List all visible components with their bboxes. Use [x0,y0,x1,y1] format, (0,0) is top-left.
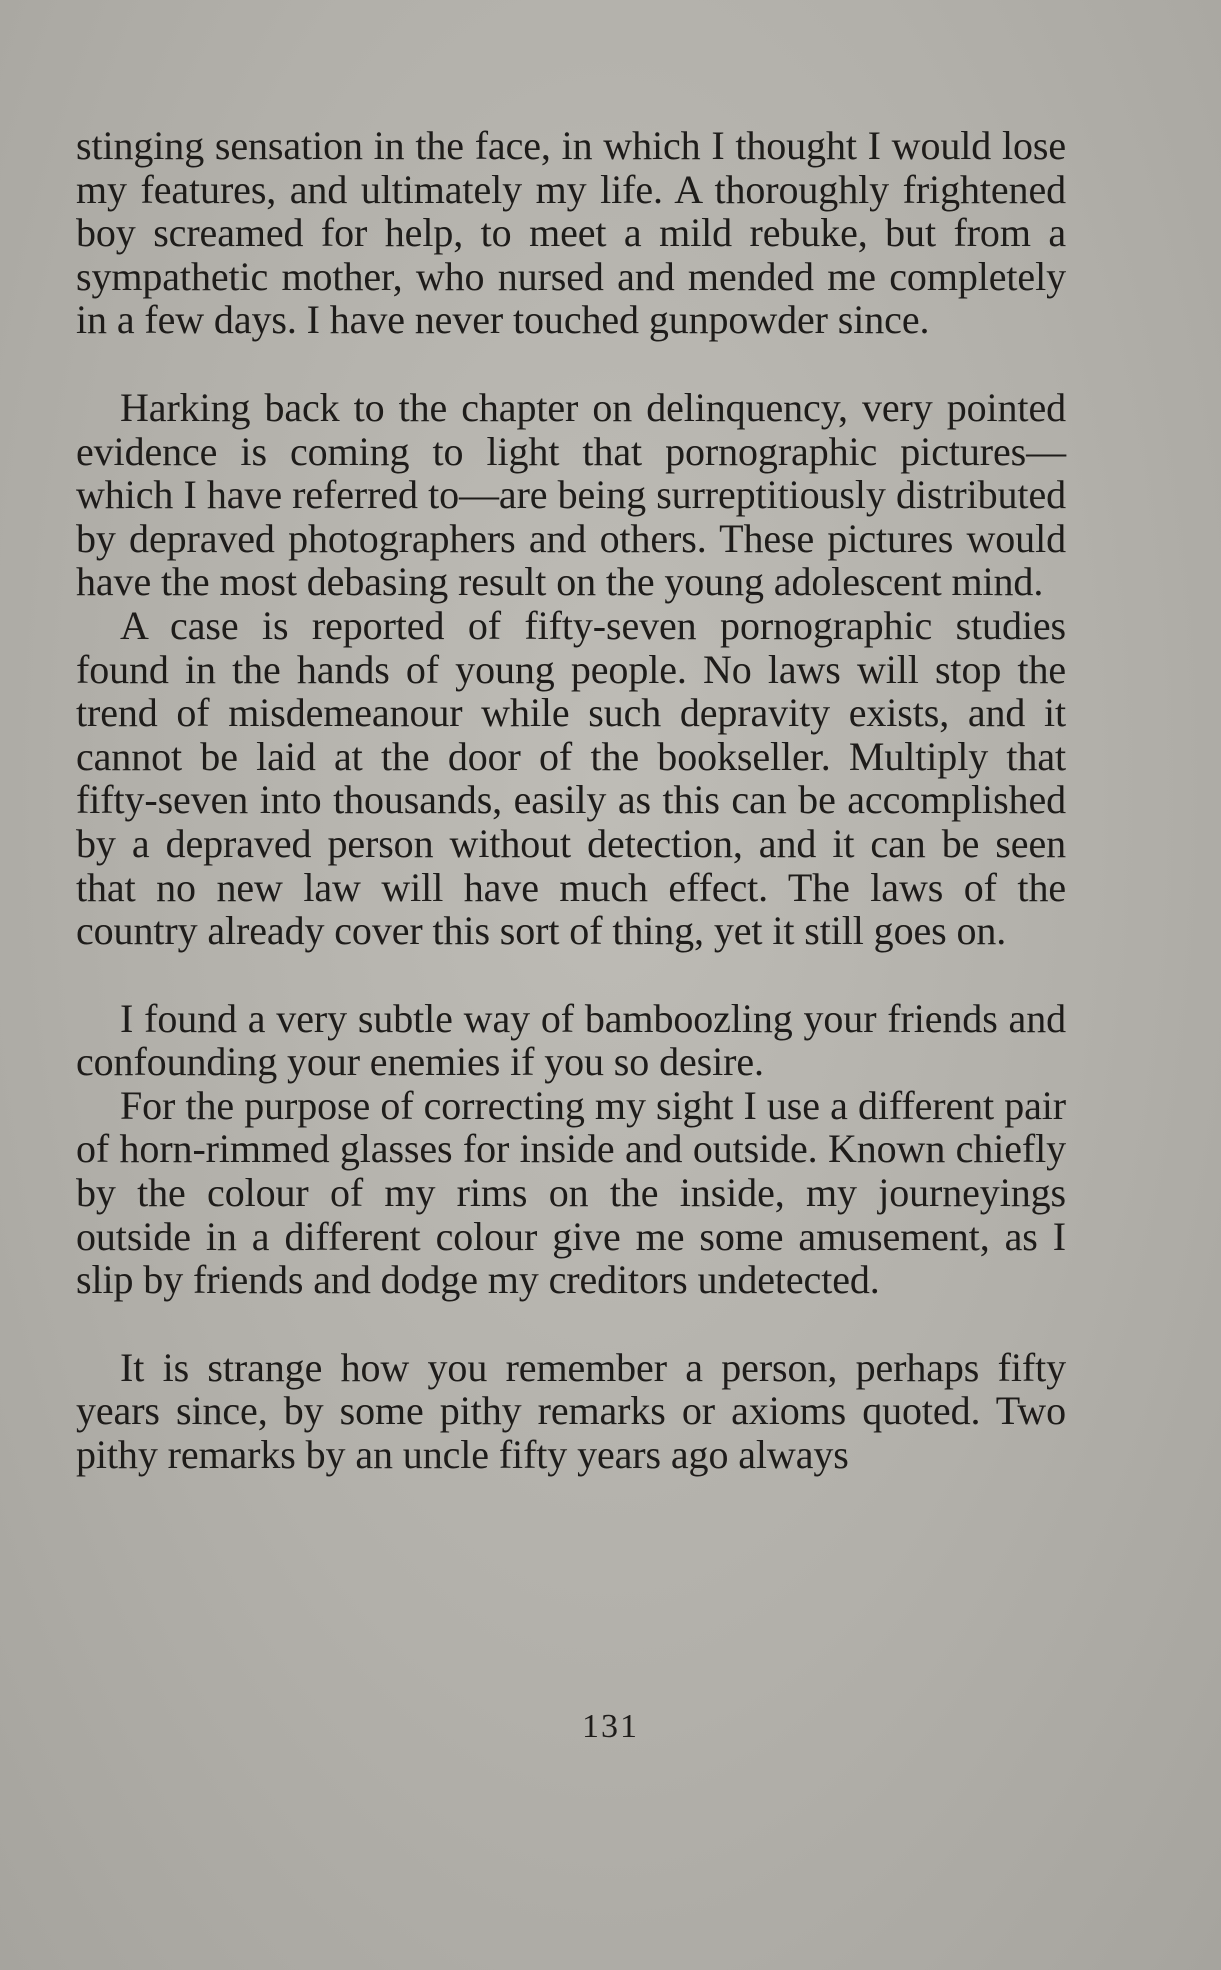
paragraph-fifty-seven-studies: A case is reported of fifty-seven pornographic studies found in the hands of young people. No laws will stop the trend of misdemeanour while such depravity exists, and it cannot be laid at the door of the bookseller. Multiply that fifty-seven into thousands, easily as this can be accomplished by a depraved person without detection, and it can be seen that no new law will have much effect. The laws of the country already cover this sort of thing, yet it still goes on. [76,602,1066,954]
page-body [76,124,1066,1477]
paragraph-glasses: For the purpose of correcting my sight I use a different pair of horn-rimmed glasses for inside and outside. Known chiefly by the colour of my rims on the inside, my journeyings outside in a different colour give me some amusement, as I slip by friends and dodge my creditors undetected. [76,1082,1066,1303]
paragraph-gunpowder: stinging sensation in the face, in which I thought I would lose my features, and ultimately my life. A thoroughly frightened boy screamed for help, to meet a mild rebuke, but from a sympathetic mother, who nursed and mended me completely in a few days. I have never touched gunpowder since. [76,123,1066,343]
paragraph-pithy-remarks: It is strange how you remember a person, perhaps fifty years since, by some pithy remarks or axioms quoted. Two pithy remarks by an uncle fifty years ago always [76,1344,1066,1478]
page-number: 131 [582,1708,639,1745]
paragraph-delinquency: Harking back to the chapter on delinquency, very pointed evidence is coming to light that pornographic pictures—which I have referred to—are being surreptitiously distributed by depraved photographers and others. These pictures would have the most debasing result on the young adolescent mind. [76,384,1066,605]
paragraph-bamboozling: I found a very subtle way of bamboozling your friends and confounding your enemies if you so desire. [76,995,1066,1085]
